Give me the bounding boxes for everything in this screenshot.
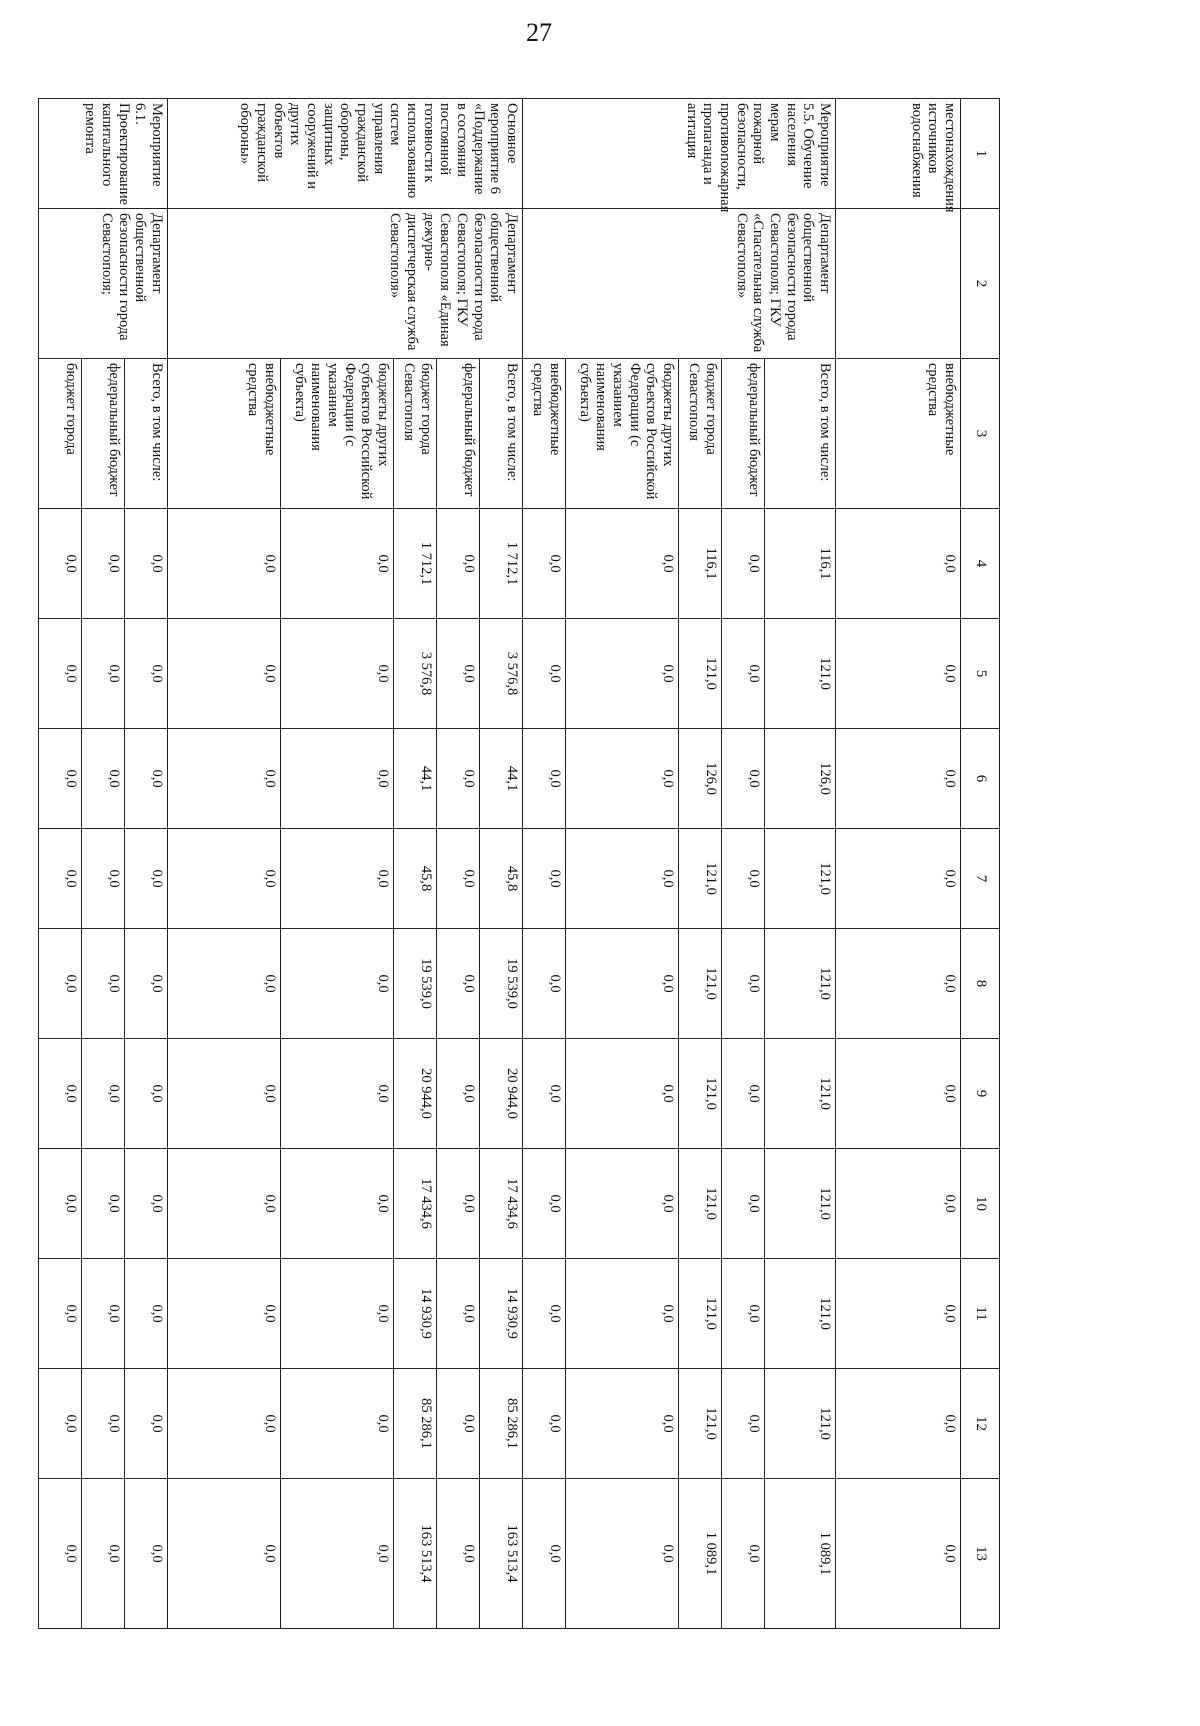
amount-cell: 0,0 xyxy=(722,1039,765,1149)
page-number: 27 xyxy=(526,18,552,47)
amount-cell: 0,0 xyxy=(722,1149,765,1259)
responsible-cell: Департамент общественной безопасности города Севастополя; ГКУ «Спасательная служба Севастополя» xyxy=(523,209,836,359)
header-cell: 12 xyxy=(961,1369,1000,1479)
funding-source-cell: внебюджетные средства xyxy=(836,359,961,509)
amount-cell: 0,0 xyxy=(125,1039,168,1149)
amount-cell: 0,0 xyxy=(168,929,281,1039)
header-cell: 6 xyxy=(961,729,1000,829)
amount-cell: 121,0 xyxy=(765,1259,836,1369)
responsible-cell xyxy=(836,209,961,359)
amount-cell: 0,0 xyxy=(168,729,281,829)
amount-cell: 0,0 xyxy=(722,619,765,729)
amount-cell: 0,0 xyxy=(39,619,82,729)
amount-cell: 121,0 xyxy=(679,1369,722,1479)
amount-cell: 17 434,6 xyxy=(394,1149,437,1259)
amount-cell: 0,0 xyxy=(281,829,394,929)
amount-cell: 0,0 xyxy=(168,1149,281,1259)
header-cell: 5 xyxy=(961,619,1000,729)
amount-cell: 0,0 xyxy=(281,729,394,829)
amount-cell: 1 712,1 xyxy=(394,509,437,619)
amount-cell: 0,0 xyxy=(836,1479,961,1629)
amount-cell: 0,0 xyxy=(523,829,566,929)
amount-cell: 0,0 xyxy=(82,829,125,929)
header-cell: 13 xyxy=(961,1479,1000,1629)
amount-cell: 0,0 xyxy=(437,1259,480,1369)
amount-cell: 0,0 xyxy=(82,1479,125,1629)
amount-cell: 0,0 xyxy=(566,509,679,619)
amount-cell: 0,0 xyxy=(168,509,281,619)
table-row xyxy=(480,99,523,1629)
amount-cell: 163 513,4 xyxy=(480,1479,523,1629)
amount-cell: 0,0 xyxy=(523,1259,566,1369)
amount-cell: 121,0 xyxy=(679,829,722,929)
amount-cell: 45,8 xyxy=(480,829,523,929)
amount-cell: 0,0 xyxy=(836,829,961,929)
amount-cell: 17 434,6 xyxy=(480,1149,523,1259)
funding-source-cell: бюджет города Севастополя xyxy=(394,359,437,509)
amount-cell: 0,0 xyxy=(168,619,281,729)
amount-cell: 19 539,0 xyxy=(394,929,437,1039)
funding-source-cell: бюджеты других субъектов Российской Федерации (с указанием наименования субъекта) xyxy=(281,359,394,509)
amount-cell: 0,0 xyxy=(566,1369,679,1479)
amount-cell: 0,0 xyxy=(168,1479,281,1629)
amount-cell: 0,0 xyxy=(437,509,480,619)
amount-cell: 0,0 xyxy=(39,1369,82,1479)
amount-cell: 0,0 xyxy=(566,1259,679,1369)
amount-cell: 20 944,0 xyxy=(394,1039,437,1149)
amount-cell: 121,0 xyxy=(679,619,722,729)
amount-cell: 0,0 xyxy=(125,729,168,829)
amount-cell: 0,0 xyxy=(39,1149,82,1259)
amount-cell: 0,0 xyxy=(523,1149,566,1259)
amount-cell: 0,0 xyxy=(566,619,679,729)
amount-cell: 121,0 xyxy=(765,1369,836,1479)
table-row xyxy=(125,99,168,1629)
amount-cell: 0,0 xyxy=(437,929,480,1039)
amount-cell: 0,0 xyxy=(836,509,961,619)
amount-cell: 0,0 xyxy=(125,1259,168,1369)
budget-table xyxy=(38,98,1000,1629)
amount-cell: 0,0 xyxy=(281,509,394,619)
table-body xyxy=(39,99,961,1629)
header-cell: 11 xyxy=(961,1259,1000,1369)
amount-cell: 121,0 xyxy=(679,1259,722,1369)
responsible-cell: Департамент общественной безопасности города Севастополя; ГКУ Севастополя «Единая дежурно-диспетчерская служба Севастополя» xyxy=(168,209,523,359)
amount-cell: 121,0 xyxy=(765,619,836,729)
funding-source-cell: бюджеты других субъектов Российской Федерации (с указанием наименования субъекта) xyxy=(566,359,679,509)
amount-cell: 0,0 xyxy=(125,1369,168,1479)
amount-cell: 0,0 xyxy=(566,1149,679,1259)
amount-cell: 0,0 xyxy=(836,729,961,829)
amount-cell: 0,0 xyxy=(125,1479,168,1629)
activity-name-cell: местонахождения источников водоснабжения xyxy=(836,99,961,209)
amount-cell: 126,0 xyxy=(679,729,722,829)
amount-cell: 0,0 xyxy=(39,729,82,829)
amount-cell: 0,0 xyxy=(39,509,82,619)
funding-source-cell: внебюджетные средства xyxy=(523,359,566,509)
amount-cell: 0,0 xyxy=(39,829,82,929)
amount-cell: 0,0 xyxy=(39,1039,82,1149)
funding-source-cell: федеральный бюджет xyxy=(722,359,765,509)
amount-cell: 0,0 xyxy=(523,619,566,729)
amount-cell: 0,0 xyxy=(39,1259,82,1369)
amount-cell: 20 944,0 xyxy=(480,1039,523,1149)
amount-cell: 116,1 xyxy=(765,509,836,619)
amount-cell: 14 930,9 xyxy=(394,1259,437,1369)
amount-cell: 0,0 xyxy=(281,1259,394,1369)
amount-cell: 0,0 xyxy=(566,829,679,929)
amount-cell: 0,0 xyxy=(722,829,765,929)
amount-cell: 0,0 xyxy=(722,1259,765,1369)
header-cell: 2 xyxy=(961,209,1000,359)
amount-cell: 163 513,4 xyxy=(394,1479,437,1629)
amount-cell: 121,0 xyxy=(679,1039,722,1149)
amount-cell: 121,0 xyxy=(679,929,722,1039)
funding-source-cell: Всего, в том числе: xyxy=(480,359,523,509)
activity-name-cell: Мероприятие 6.1. Проектирование капитального ремонта xyxy=(39,99,168,209)
amount-cell: 121,0 xyxy=(765,1039,836,1149)
amount-cell: 0,0 xyxy=(82,729,125,829)
amount-cell: 0,0 xyxy=(836,929,961,1039)
amount-cell: 121,0 xyxy=(765,1149,836,1259)
amount-cell: 0,0 xyxy=(836,1369,961,1479)
amount-cell: 0,0 xyxy=(566,1479,679,1629)
amount-cell: 44,1 xyxy=(394,729,437,829)
activity-name-cell: Мероприятие 5.5. Обучение населения мерам пожарной безопасности, противопожарная пропаганда и агитация xyxy=(523,99,836,209)
amount-cell: 44,1 xyxy=(480,729,523,829)
amount-cell: 0,0 xyxy=(523,1479,566,1629)
amount-cell: 85 286,1 xyxy=(480,1369,523,1479)
table-row xyxy=(836,99,961,1629)
amount-cell: 0,0 xyxy=(523,509,566,619)
amount-cell: 0,0 xyxy=(125,829,168,929)
header-cell: 7 xyxy=(961,829,1000,929)
amount-cell: 3 576,8 xyxy=(394,619,437,729)
funding-source-cell: бюджет города xyxy=(39,359,82,509)
amount-cell: 0,0 xyxy=(566,929,679,1039)
amount-cell: 0,0 xyxy=(437,729,480,829)
header-cell: 10 xyxy=(961,1149,1000,1259)
amount-cell: 0,0 xyxy=(125,929,168,1039)
amount-cell: 0,0 xyxy=(125,509,168,619)
amount-cell: 0,0 xyxy=(125,619,168,729)
amount-cell: 0,0 xyxy=(82,619,125,729)
amount-cell: 121,0 xyxy=(679,1149,722,1259)
amount-cell: 0,0 xyxy=(722,1369,765,1479)
amount-cell: 14 930,9 xyxy=(480,1259,523,1369)
amount-cell: 3 576,8 xyxy=(480,619,523,729)
funding-source-cell: Всего, в том числе: xyxy=(125,359,168,509)
funding-source-cell: Всего, в том числе: xyxy=(765,359,836,509)
amount-cell: 0,0 xyxy=(437,1039,480,1149)
amount-cell: 0,0 xyxy=(168,1039,281,1149)
amount-cell: 0,0 xyxy=(281,929,394,1039)
header-cell: 4 xyxy=(961,509,1000,619)
amount-cell: 0,0 xyxy=(281,1479,394,1629)
amount-cell: 0,0 xyxy=(437,619,480,729)
amount-cell: 0,0 xyxy=(168,1369,281,1479)
amount-cell: 0,0 xyxy=(523,729,566,829)
amount-cell: 1 089,1 xyxy=(679,1479,722,1629)
amount-cell: 0,0 xyxy=(281,619,394,729)
amount-cell: 126,0 xyxy=(765,729,836,829)
amount-cell: 0,0 xyxy=(281,1039,394,1149)
amount-cell: 0,0 xyxy=(722,929,765,1039)
header-cell: 9 xyxy=(961,1039,1000,1149)
funding-source-cell: федеральный бюджет xyxy=(82,359,125,509)
amount-cell: 0,0 xyxy=(722,729,765,829)
amount-cell: 0,0 xyxy=(836,1259,961,1369)
amount-cell: 0,0 xyxy=(836,1039,961,1149)
amount-cell: 0,0 xyxy=(523,929,566,1039)
funding-source-cell: бюджет города Севастополя xyxy=(679,359,722,509)
amount-cell: 0,0 xyxy=(125,1149,168,1259)
amount-cell: 0,0 xyxy=(39,1479,82,1629)
amount-cell: 0,0 xyxy=(168,1259,281,1369)
responsible-cell: Департамент общественной безопасности города Севастополя; xyxy=(39,209,168,359)
amount-cell: 0,0 xyxy=(281,1149,394,1259)
amount-cell: 0,0 xyxy=(523,1039,566,1149)
header-cell: 8 xyxy=(961,929,1000,1039)
amount-cell: 85 286,1 xyxy=(394,1369,437,1479)
amount-cell: 0,0 xyxy=(722,509,765,619)
activity-name-cell: Основное мероприятие 6 «Поддержание в состоянии постоянной готовности к использованию систем управления гражданской обороны, защитных сооружений и других объектов гражданской обороны» xyxy=(168,99,523,209)
header-row xyxy=(961,99,1000,1629)
amount-cell: 0,0 xyxy=(82,1039,125,1149)
amount-cell: 0,0 xyxy=(39,929,82,1039)
amount-cell: 0,0 xyxy=(437,1369,480,1479)
amount-cell: 0,0 xyxy=(566,1039,679,1149)
amount-cell: 0,0 xyxy=(437,1479,480,1629)
amount-cell: 121,0 xyxy=(765,929,836,1039)
amount-cell: 0,0 xyxy=(722,1479,765,1629)
amount-cell: 1 089,1 xyxy=(765,1479,836,1629)
header-cell: 3 xyxy=(961,359,1000,509)
amount-cell: 121,0 xyxy=(765,829,836,929)
amount-cell: 0,0 xyxy=(437,1149,480,1259)
funding-source-cell: федеральный бюджет xyxy=(437,359,480,509)
amount-cell: 0,0 xyxy=(523,1369,566,1479)
amount-cell: 0,0 xyxy=(437,829,480,929)
amount-cell: 0,0 xyxy=(82,1259,125,1369)
amount-cell: 19 539,0 xyxy=(480,929,523,1039)
amount-cell: 45,8 xyxy=(394,829,437,929)
funding-source-cell: внебюджетные средства xyxy=(168,359,281,509)
amount-cell: 0,0 xyxy=(281,1369,394,1479)
amount-cell: 0,0 xyxy=(836,1149,961,1259)
table-row xyxy=(765,99,836,1629)
header-cell: 1 xyxy=(961,99,1000,209)
amount-cell: 0,0 xyxy=(82,1149,125,1259)
amount-cell: 0,0 xyxy=(566,729,679,829)
amount-cell: 116,1 xyxy=(679,509,722,619)
amount-cell: 0,0 xyxy=(82,509,125,619)
amount-cell: 0,0 xyxy=(82,1369,125,1479)
amount-cell: 0,0 xyxy=(168,829,281,929)
amount-cell: 0,0 xyxy=(82,929,125,1039)
amount-cell: 0,0 xyxy=(836,619,961,729)
rotated-table-container xyxy=(63,98,1000,1628)
amount-cell: 1 712,1 xyxy=(480,509,523,619)
